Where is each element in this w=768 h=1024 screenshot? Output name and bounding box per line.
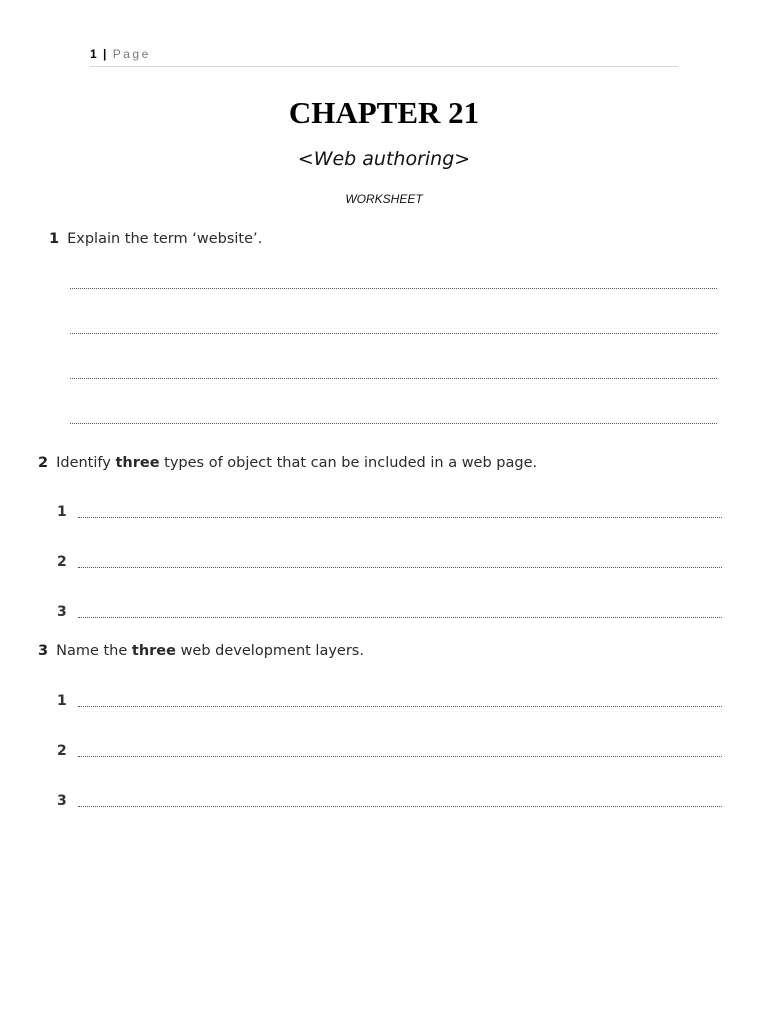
- item-number: 2: [57, 554, 67, 570]
- question-number: 2: [38, 455, 49, 471]
- question-text-post: web development layers.: [175, 643, 364, 659]
- item-number: 3: [57, 604, 67, 620]
- page-separator: |: [103, 47, 107, 61]
- question-text-pre: Identify: [56, 455, 116, 471]
- answer-line[interactable]: [70, 378, 717, 379]
- item-number: 1: [57, 693, 67, 709]
- answer-line[interactable]: [78, 517, 722, 518]
- answer-line[interactable]: [78, 706, 722, 707]
- question-text-pre: Name the: [56, 643, 132, 659]
- page-word: Page: [112, 47, 151, 61]
- chapter-title: CHAPTER 21: [288, 95, 480, 130]
- page-header: [90, 47, 678, 67]
- answer-line[interactable]: [70, 333, 717, 334]
- answer-line[interactable]: [78, 617, 722, 618]
- question-emphasis: three: [131, 643, 176, 659]
- answer-line[interactable]: [78, 806, 722, 807]
- question-2: [38, 455, 537, 471]
- question-1: [49, 231, 262, 247]
- answer-line[interactable]: [78, 756, 722, 757]
- answer-line[interactable]: [78, 567, 722, 568]
- question-text: Explain the term ‘website’.: [67, 231, 263, 247]
- chapter-subtitle: <Web authoring>: [297, 148, 471, 170]
- question-number: 3: [38, 643, 49, 659]
- worksheet-label: WORKSHEET: [345, 192, 423, 206]
- question-text-post: types of object that can be included in a web page.: [159, 455, 538, 471]
- page-number: 1: [90, 47, 97, 61]
- answer-line[interactable]: [70, 288, 717, 289]
- item-number: 2: [57, 743, 67, 759]
- question-emphasis: three: [115, 455, 160, 471]
- answer-line[interactable]: [70, 423, 717, 424]
- question-number: 1: [49, 231, 60, 247]
- item-number: 1: [57, 504, 67, 520]
- item-number: 3: [57, 793, 67, 809]
- question-3: [38, 643, 364, 659]
